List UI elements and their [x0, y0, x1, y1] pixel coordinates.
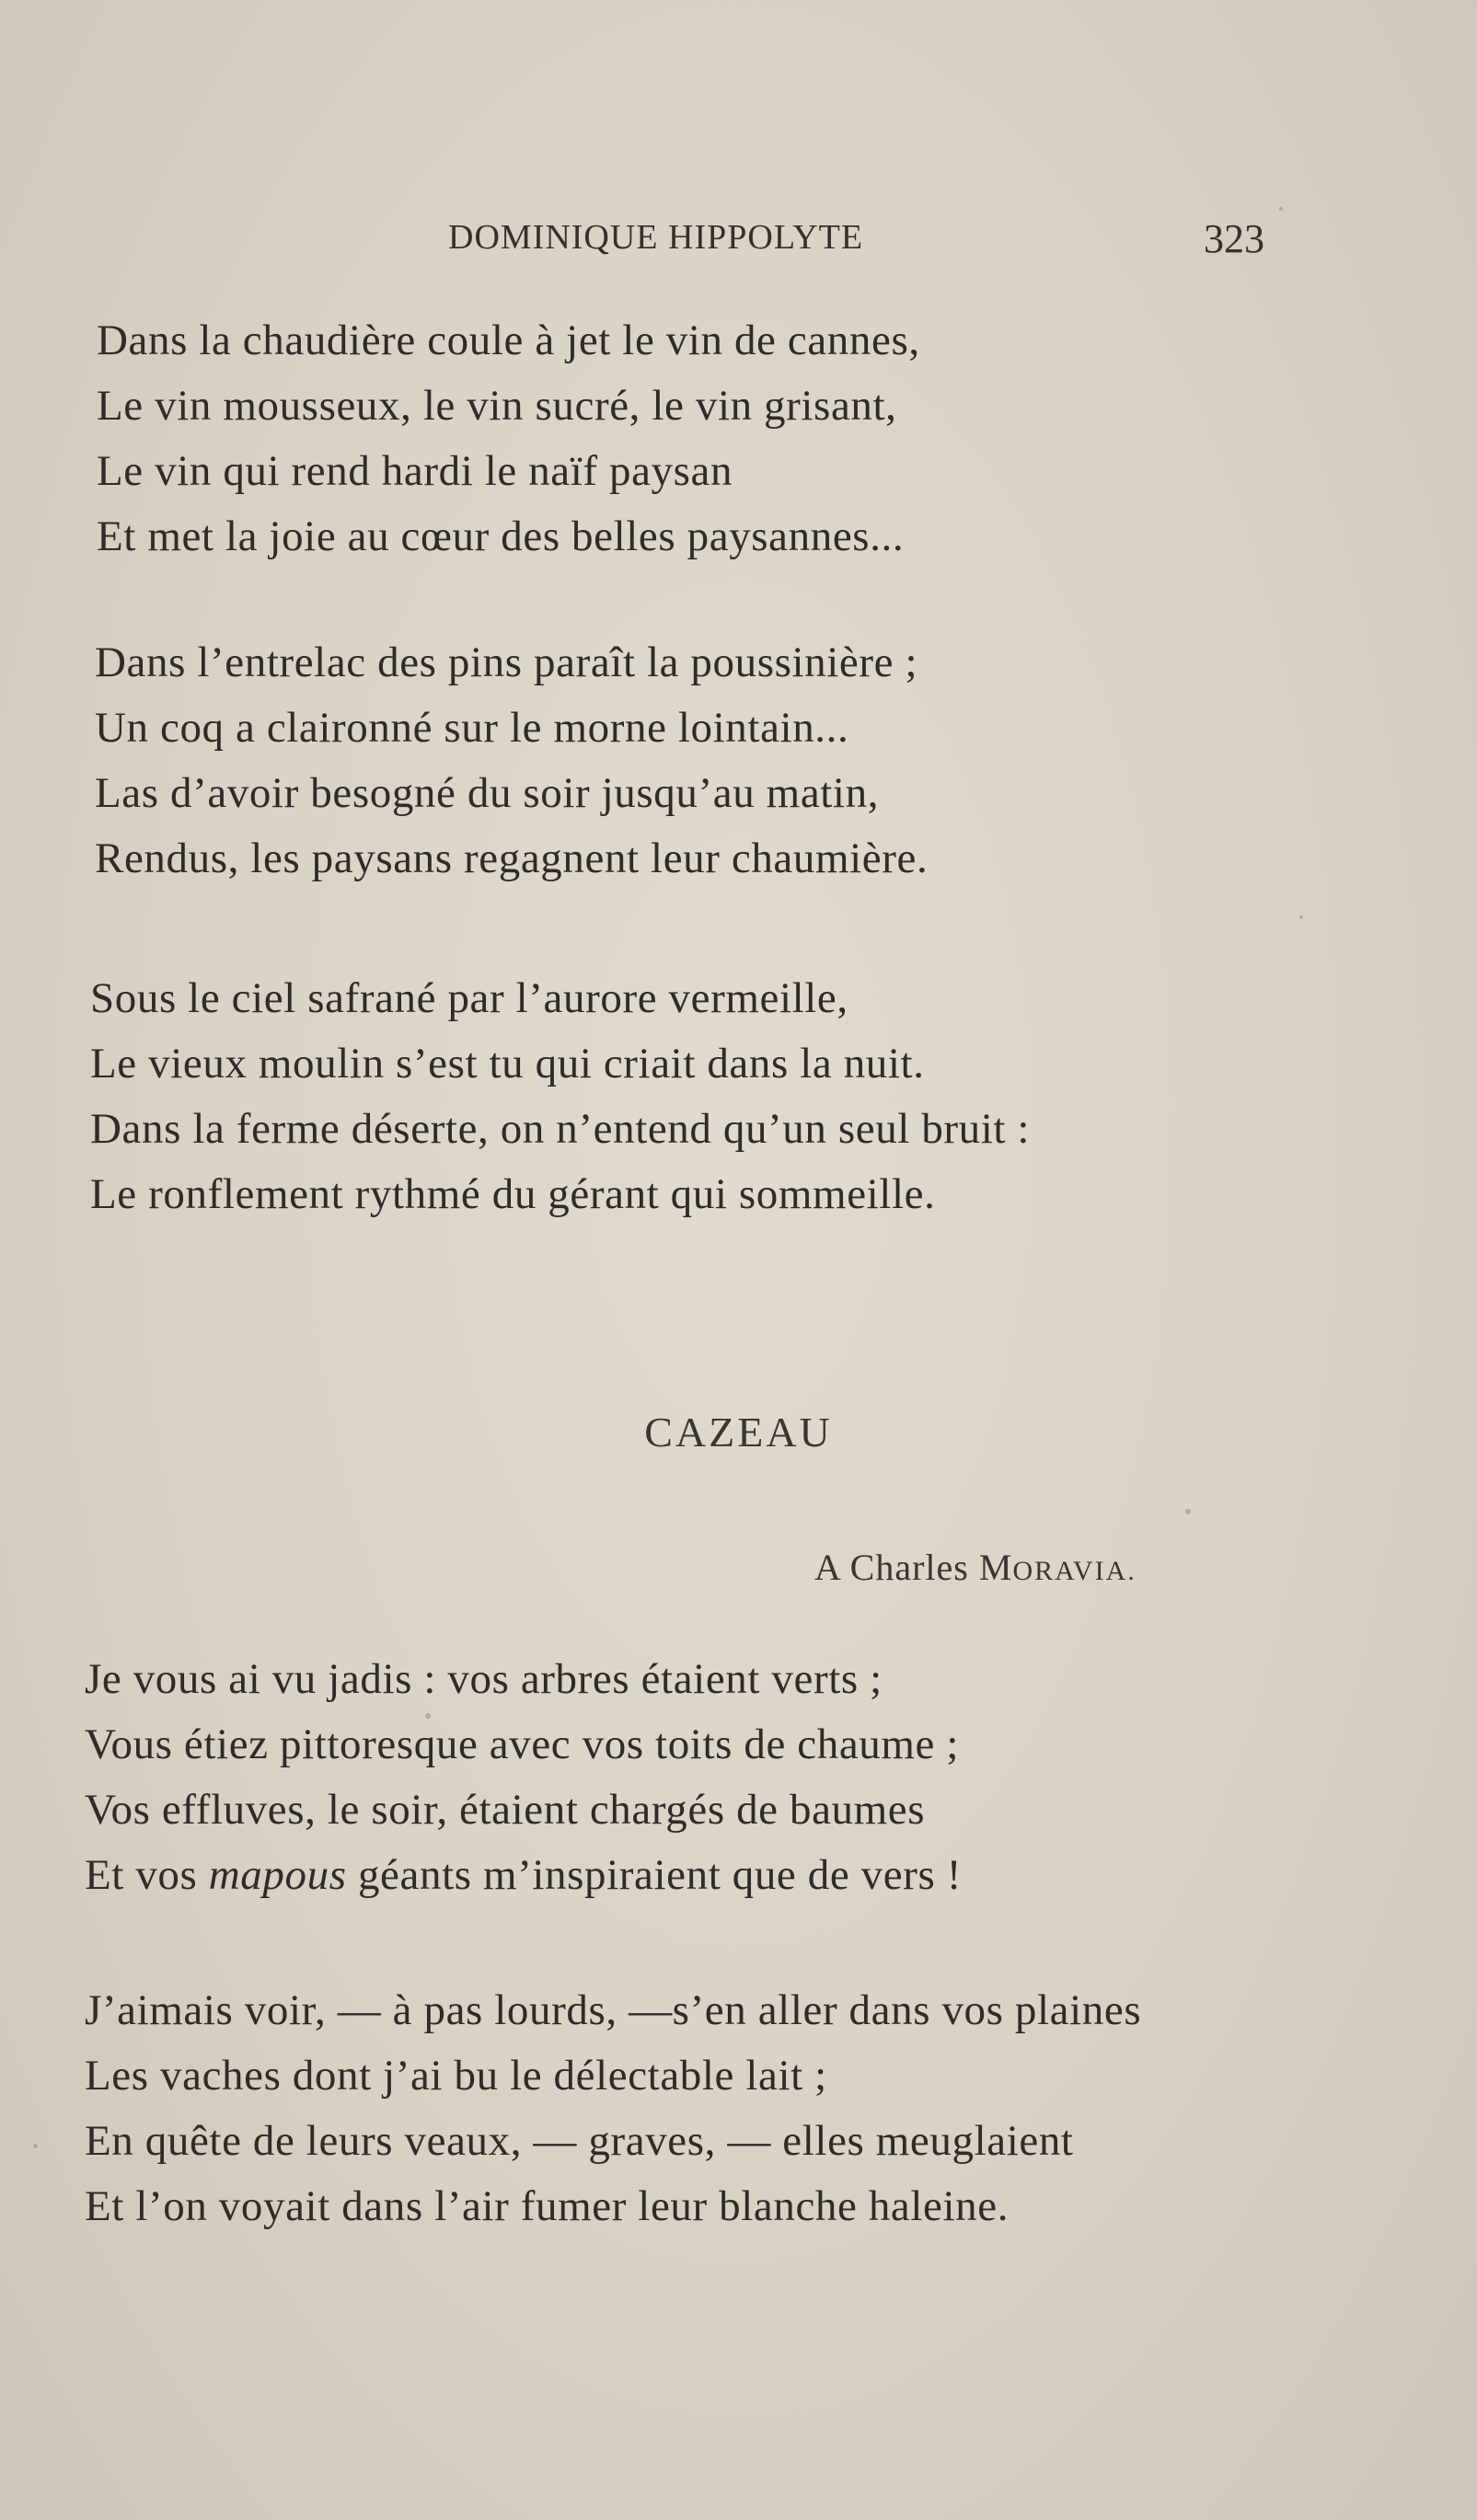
verse-text: Et vos [85, 1851, 209, 1899]
paper-speck [425, 1713, 431, 1719]
stanza [85, 1647, 1373, 1908]
verse-line: Vos effluves, le soir, étaient chargés de baumes [85, 1786, 926, 1834]
running-title: DOMINIQUE HIPPOLYTE [448, 218, 864, 257]
dedication-name-rest: ORAVIA. [1012, 1556, 1137, 1586]
verse-line: En quête de leurs veaux, — graves, — elles meuglaient [85, 2117, 1074, 2165]
verse-line: Un coq a claironné sur le morne lointain... [95, 704, 849, 752]
paper-speck [33, 2144, 38, 2148]
dedication-name-initial: M [978, 1547, 1013, 1588]
paper-speck [1299, 915, 1303, 919]
verse-line: J’aimais voir, — à pas lourds, —s’en aller dans vos plaines [85, 1986, 1142, 2034]
verse-line: Je vous ai vu jadis : vos arbres étaient verts ; [85, 1655, 883, 1703]
verse-line: Rendus, les paysans regagnent leur chaumière. [95, 834, 929, 882]
verse-line: Dans l’entrelac des pins paraît la poussinière ; [95, 639, 918, 686]
page-number: 323 [1204, 216, 1264, 261]
verse-line: Le vin mousseux, le vin sucré, le vin grisant, [97, 382, 897, 430]
verse-line: Les vaches dont j’ai bu le délectable lait ; [85, 2052, 827, 2100]
verse-text: géants m’inspiraient que de vers ! [346, 1851, 962, 1899]
verse-line [85, 1843, 1373, 1908]
verse-line: Dans la chaudière coule à jet le vin de cannes, [97, 316, 920, 364]
verse-line: Las d’avoir besogné du soir jusqu’au matin, [95, 769, 880, 817]
verse-line: Sous le ciel safrané par l’aurore vermeille, [90, 974, 848, 1022]
stanza [90, 966, 1379, 1227]
stanza [95, 630, 1383, 892]
running-head [0, 217, 1477, 272]
dedication [814, 1546, 1137, 1589]
paper-speck [1185, 1509, 1191, 1514]
paper-speck [1279, 207, 1283, 211]
verse-line: Le vin qui rend hardi le naïf paysan [97, 447, 733, 495]
poem-title: CAZEAU [644, 1409, 833, 1456]
verse-line: Et met la joie au cœur des belles paysannes... [97, 512, 905, 560]
verse-line: Le ronflement rythmé du gérant qui sommeille. [90, 1170, 936, 1218]
stanza [97, 308, 1385, 570]
verse-line: Et l’on voyait dans l’air fumer leur blanche haleine. [85, 2182, 1010, 2230]
dedication-prefix: A Charles [814, 1547, 969, 1588]
italic-word: mapous [208, 1851, 347, 1899]
stanza [85, 1978, 1373, 2239]
verse-line: Vous étiez pittoresque avec vos toits de chaume ; [85, 1720, 960, 1768]
verse-line: Dans la ferme déserte, on n’entend qu’un seul bruit : [90, 1105, 1031, 1153]
verse-line: Le vieux moulin s’est tu qui criait dans la nuit. [90, 1040, 925, 1087]
